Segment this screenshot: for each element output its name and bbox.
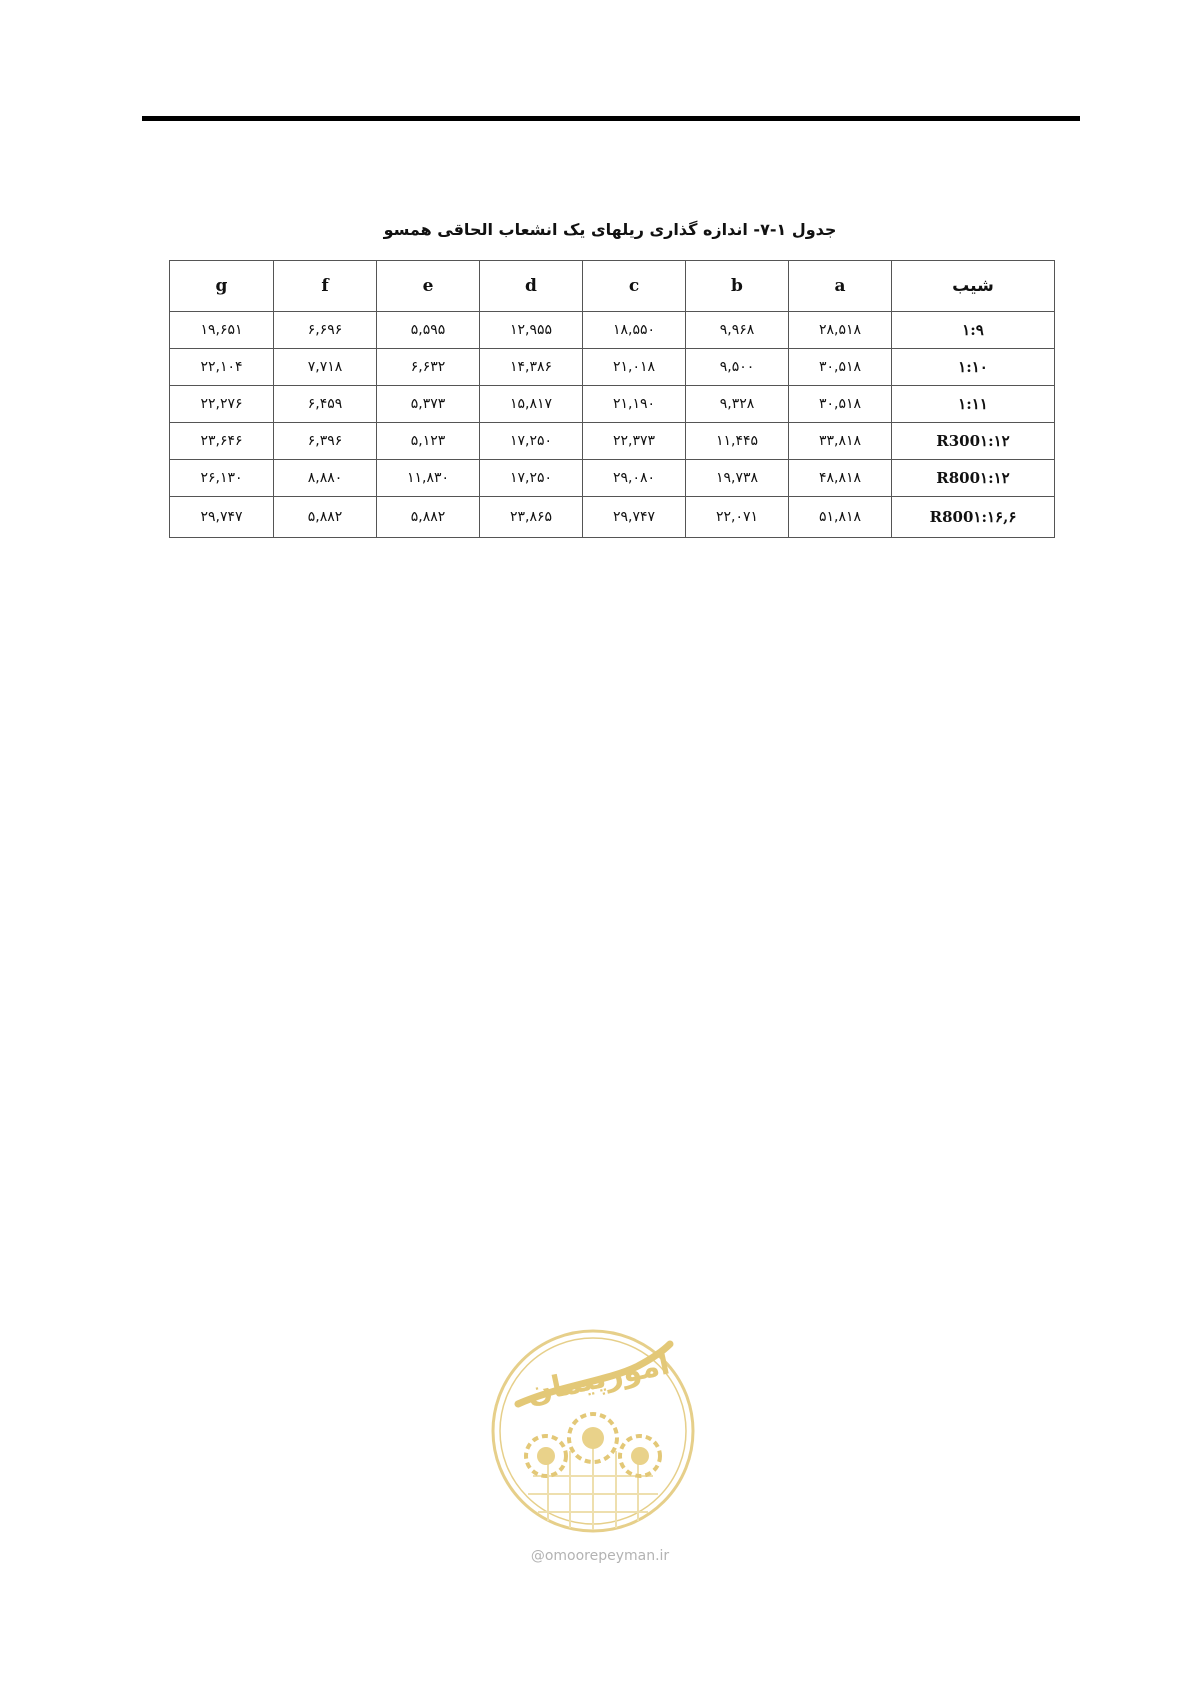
cell-a: ۳۳,۸۱۸ [789, 423, 892, 460]
table-header-row [170, 261, 1055, 312]
cell-e: ۵,۱۲۳ [377, 423, 480, 460]
cell-a: ۲۸,۵۱۸ [789, 312, 892, 349]
cell-slope: ۱:۱۰ [892, 349, 1055, 386]
cell-d: ۱۷,۲۵۰ [480, 423, 583, 460]
header-d: d [480, 261, 583, 312]
header-b: b [686, 261, 789, 312]
cell-g: ۲۲,۱۰۴ [170, 349, 274, 386]
cell-e: ۵,۳۷۳ [377, 386, 480, 423]
cell-g: ۲۳,۶۴۶ [170, 423, 274, 460]
header-c: c [583, 261, 686, 312]
cell-f: ۸,۸۸۰ [274, 460, 377, 497]
top-rule [142, 116, 1080, 121]
cell-e: ۵,۸۸۲ [377, 497, 480, 538]
cell-f: ۶,۴۵۹ [274, 386, 377, 423]
watermark-seal-logo [488, 1326, 698, 1536]
cell-g: ۱۹,۶۵۱ [170, 312, 274, 349]
cell-c: ۱۸,۵۵۰ [583, 312, 686, 349]
table-row [170, 312, 1055, 349]
cell-g: ۲۹,۷۴۷ [170, 497, 274, 538]
cell-f: ۷,۷۱۸ [274, 349, 377, 386]
cell-b: ۱۹,۷۳۸ [686, 460, 789, 497]
table-caption: جدول ۱-۷- اندازه گذاری ریلهای یک انشعاب الحاقی همسو [383, 220, 837, 239]
cell-b: ۹,۵۰۰ [686, 349, 789, 386]
cell-c: ۲۲,۳۷۳ [583, 423, 686, 460]
cell-a: ۳۰,۵۱۸ [789, 349, 892, 386]
table-row [170, 460, 1055, 497]
header-a: a [789, 261, 892, 312]
cell-slope: R800۱:۱۲ [892, 460, 1055, 497]
cell-c: ۲۹,۷۴۷ [583, 497, 686, 538]
cell-d: ۱۷,۲۵۰ [480, 460, 583, 497]
cell-e: ۱۱,۸۳۰ [377, 460, 480, 497]
cell-c: ۲۱,۱۹۰ [583, 386, 686, 423]
seal-logo-lettering: امورپیمان [523, 1346, 673, 1411]
cell-f: ۵,۸۸۲ [274, 497, 377, 538]
cell-d: ۱۵,۸۱۷ [480, 386, 583, 423]
table-row [170, 349, 1055, 386]
table-row [170, 423, 1055, 460]
cell-g: ۲۶,۱۳۰ [170, 460, 274, 497]
cell-slope: ۱:۹ [892, 312, 1055, 349]
watermark-url: @omoorepeyman.ir [530, 1548, 670, 1564]
cell-c: ۲۱,۰۱۸ [583, 349, 686, 386]
table-row [170, 386, 1055, 423]
cell-c: ۲۹,۰۸۰ [583, 460, 686, 497]
cell-d: ۱۴,۳۸۶ [480, 349, 583, 386]
cell-e: ۵,۵۹۵ [377, 312, 480, 349]
header-slope: شیب [892, 261, 1055, 312]
cell-b: ۹,۹۶۸ [686, 312, 789, 349]
cell-b: ۲۲,۰۷۱ [686, 497, 789, 538]
header-g: g [170, 261, 274, 312]
cell-g: ۲۲,۲۷۶ [170, 386, 274, 423]
cell-f: ۶,۶۹۶ [274, 312, 377, 349]
cell-slope: R800۱:۱۶,۶ [892, 497, 1055, 538]
cell-f: ۶,۳۹۶ [274, 423, 377, 460]
cell-d: ۱۲,۹۵۵ [480, 312, 583, 349]
cell-e: ۶,۶۳۲ [377, 349, 480, 386]
cell-a: ۵۱,۸۱۸ [789, 497, 892, 538]
table-row [170, 497, 1055, 538]
header-e: e [377, 261, 480, 312]
cell-b: ۹,۳۲۸ [686, 386, 789, 423]
cell-slope: R300۱:۱۲ [892, 423, 1055, 460]
cell-b: ۱۱,۴۴۵ [686, 423, 789, 460]
cell-a: ۴۸,۸۱۸ [789, 460, 892, 497]
cell-slope: ۱:۱۱ [892, 386, 1055, 423]
cell-d: ۲۳,۸۶۵ [480, 497, 583, 538]
cell-a: ۳۰,۵۱۸ [789, 386, 892, 423]
header-f: f [274, 261, 377, 312]
rail-dimensions-table [169, 260, 1055, 538]
